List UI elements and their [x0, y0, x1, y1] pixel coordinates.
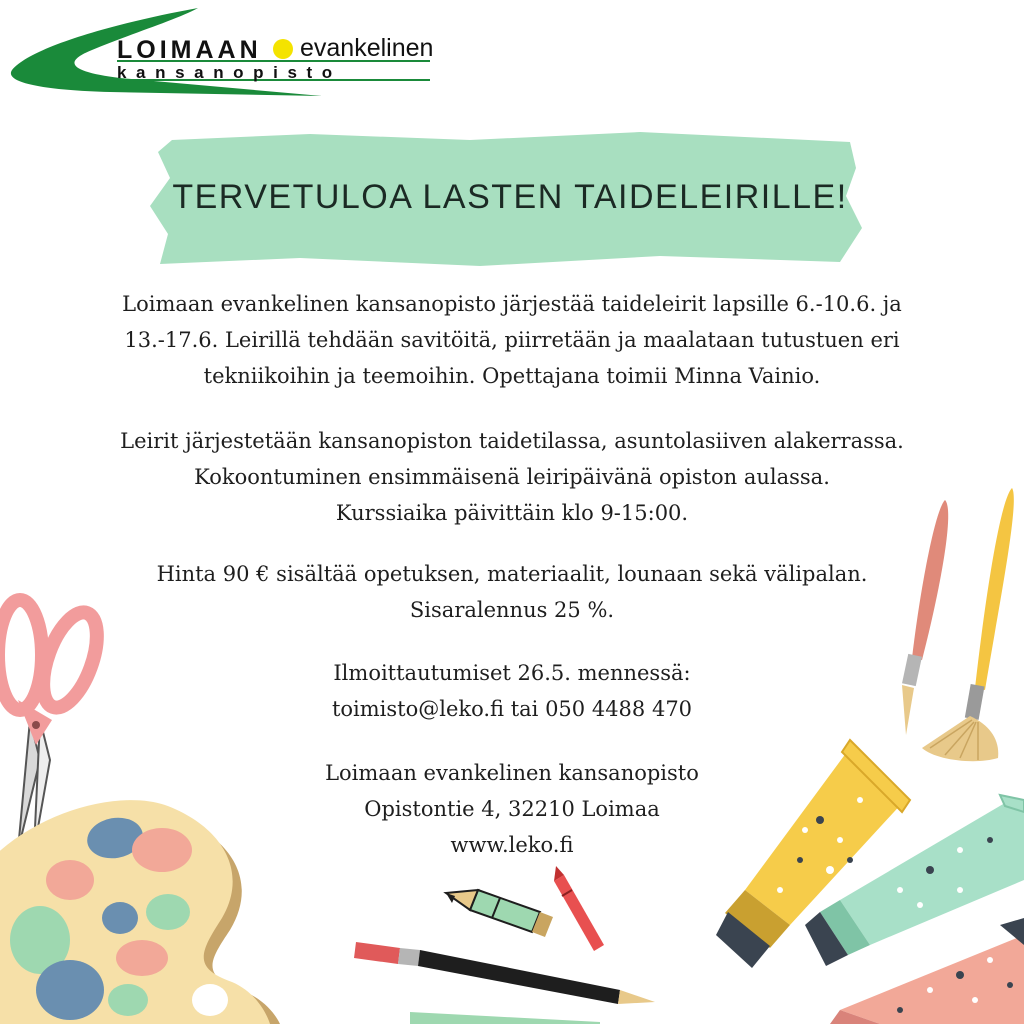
price-line: Sisaralennus 25 %.: [409, 598, 615, 622]
location-line: Leirit järjestetään kansanopiston taidetilassa, asuntolasiiven alakerrassa.: [120, 429, 904, 453]
page-title: TERVETULOA LASTEN TAIDELEIRILLE!: [172, 178, 848, 216]
logo-name-light: evankelinen: [300, 34, 434, 62]
intro-line: 13.-17.6. Leirillä tehdään savitöitä, piirretään ja maalataan tutustuen eri: [124, 328, 900, 352]
registration-contact[interactable]: toimisto@leko.fi tai 050 4488 470: [331, 697, 693, 721]
location-line: Kokoontuminen ensimmäisenä leiripäivänä opiston aulassa.: [194, 465, 830, 489]
registration-paragraph: [80, 655, 944, 727]
location-line: Kurssiaika päivittäin klo 9-15:00.: [335, 501, 689, 525]
intro-line: tekniikoihin ja teemoihin. Opettajana toimii Minna Vainio.: [203, 364, 821, 388]
crayon-icon: [554, 866, 604, 951]
price-line: Hinta 90 € sisältää opetuksen, materiaalit, lounaan sekä välipalan.: [156, 562, 868, 586]
logo-subtitle: kansanopisto: [117, 63, 342, 82]
intro-paragraph: [80, 286, 944, 394]
intro-line: Loimaan evankelinen kansanopisto järjestää taideleirit lapsille 6.-10.6. ja: [122, 292, 902, 316]
logo-name-bold: LOIMAAN: [117, 36, 262, 64]
price-paragraph: [80, 556, 944, 628]
pencil-icon: [410, 1012, 600, 1024]
registration-line: Ilmoittautumiset 26.5. mennessä:: [333, 661, 691, 685]
paintbrush-icon: [354, 942, 655, 1004]
address-line: Opistontie 4, 32210 Loimaa: [364, 797, 660, 821]
website-link[interactable]: www.leko.fi: [450, 833, 574, 857]
pencil-icon: [446, 890, 553, 937]
location-paragraph: [80, 423, 944, 531]
address-line: Loimaan evankelinen kansanopisto: [325, 761, 699, 785]
logo-sun-icon: [273, 39, 293, 59]
address-paragraph: [80, 755, 944, 863]
